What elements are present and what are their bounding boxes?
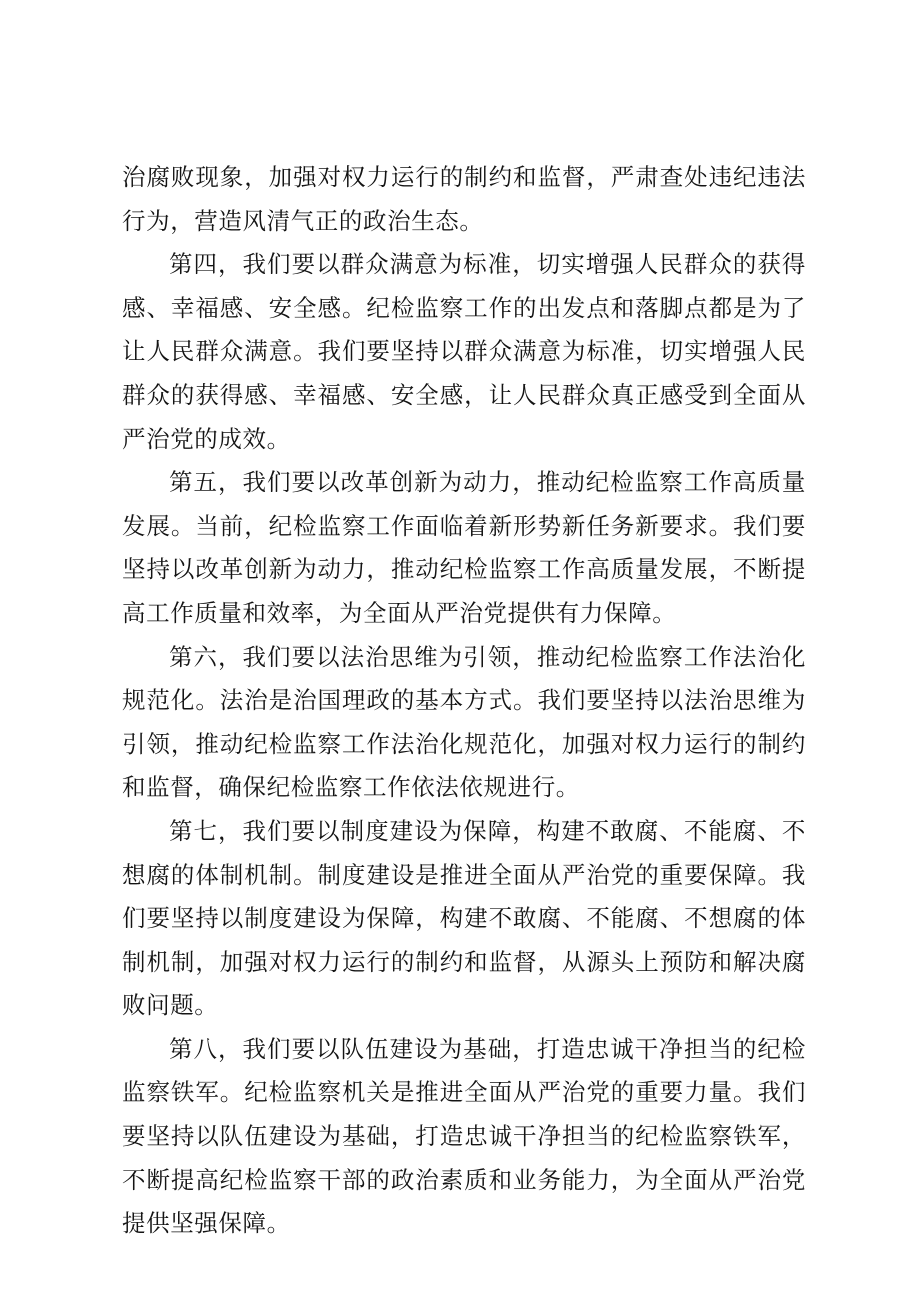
paragraph-fifth: 第五，我们要以改革创新为动力，推动纪检监察工作高质量发展。当前，纪检监察工作面临着新形势新任务新要求。我们要坚持以改革创新为动力，推动纪检监察工作高质量发展，不断提高工作质量和效率，为全面从严治党提供有力保障。 bbox=[122, 468, 806, 627]
paragraph-eighth: 第八，我们要以队伍建设为基础，打造忠诚干净担当的纪检监察铁军。纪检监察机关是推进全面从严治党的重要力量。我们要坚持以队伍建设为基础，打造忠诚干净担当的纪检监察铁军，不断提高纪检监察干部的政治素质和业务能力，为全面从严治党提供坚强保障。 bbox=[122, 1034, 806, 1238]
paragraph-continued: 治腐败现象，加强对权力运行的制约和监督，严肃查处违纪违法行为，营造风清气正的政治生态。 bbox=[122, 163, 806, 235]
document-body bbox=[122, 156, 806, 1246]
paragraph-sixth: 第六，我们要以法治思维为引领，推动纪检监察工作法治化规范化。法治是治国理政的基本方式。我们要坚持以法治思维为引领，推动纪检监察工作法治化规范化，加强对权力运行的制约和监督，确保纪检监察工作依法依规进行。 bbox=[122, 642, 806, 802]
paragraph-seventh: 第七，我们要以制度建设为保障，构建不敢腐、不能腐、不想腐的体制机制。制度建设是推进全面从严治党的重要保障。我们要坚持以制度建设为保障，构建不敢腐、不能腐、不想腐的体制机制，加强对权力运行的制约和监督，从源头上预防和解决腐败问题。 bbox=[122, 816, 806, 1020]
paragraph-fourth: 第四，我们要以群众满意为标准，切实增强人民群众的获得感、幸福感、安全感。纪检监察工作的出发点和落脚点都是为了让人民群众满意。我们要坚持以群众满意为标准，切实增强人民群众的获得感、幸福感、安全感，让人民群众真正感受到全面从严治党的成效。 bbox=[122, 250, 806, 453]
